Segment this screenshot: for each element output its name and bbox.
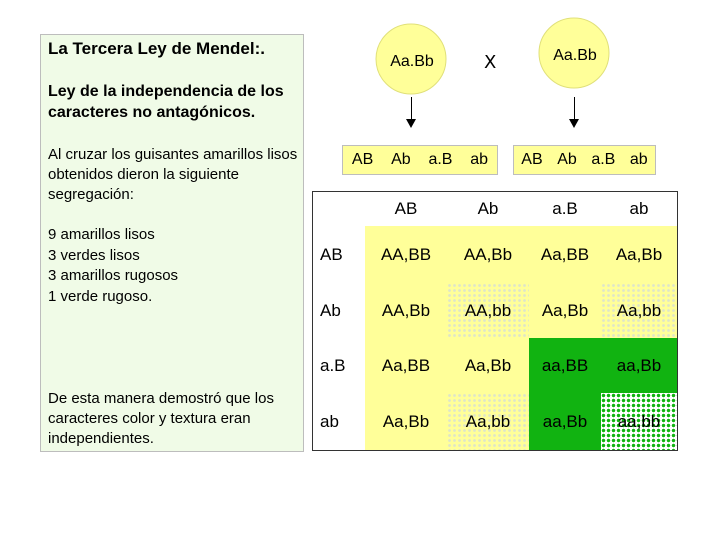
parent1-label: Aa.Bb (390, 53, 434, 70)
row-header: Ab (320, 300, 341, 320)
panel-paragraph: Al cruzar los guisantes amarillos lisos obtenidos dieron la siguiente segregación: (48, 146, 298, 203)
result-item: 3 amarillos rugosos (48, 267, 179, 284)
genotype-cell: Aa,BB (529, 226, 601, 283)
genotype-cell: Aa,bb (601, 283, 677, 338)
genotype-cell: Aa,Bb (529, 283, 601, 338)
gamete-label: ab (629, 151, 648, 168)
cross-symbol: X (484, 52, 497, 73)
genotype-cell: aa,Bb (529, 393, 601, 450)
gamete-label: a.B (428, 151, 453, 168)
genotype-cell: aa,BB (529, 338, 601, 393)
gamete-label: a.B (591, 151, 616, 168)
parent2-arrowhead (569, 119, 579, 128)
genotype-cell: AA,Bb (447, 226, 529, 283)
panel-title: La Tercera Ley de Mendel:. (48, 39, 265, 58)
gamete-label: ab (470, 151, 489, 168)
corner-cell (313, 192, 365, 226)
gamete-label: Ab (557, 151, 577, 168)
result-item: 9 amarillos lisos (48, 226, 155, 243)
gamete-label: Ab (391, 151, 411, 168)
row-header: AB (320, 244, 343, 264)
punnett-square (312, 191, 678, 451)
genotype-cell: aa,bb (601, 393, 677, 450)
gametes-left-box (342, 145, 498, 175)
genotype-cell: Aa,Bb (365, 393, 447, 450)
gametes-right-box (513, 145, 656, 175)
gamete-label: AB (521, 151, 543, 168)
genotype-cell: Aa,Bb (601, 226, 677, 283)
genotype-cell: Aa,bb (447, 393, 529, 450)
genotype-cell: AA,BB (365, 226, 447, 283)
parent1-arrowhead (406, 119, 416, 128)
panel-subtitle: Ley de la independencia de los caracteres no antagónicos. (48, 83, 284, 121)
genotype-cell: aa,Bb (601, 338, 677, 393)
parent2-label: Aa.Bb (553, 47, 597, 64)
gamete-label: AB (351, 151, 374, 168)
column-header: ab (629, 199, 649, 218)
genotype-cell: AA,Bb (365, 283, 447, 338)
result-item: 3 verdes lisos (48, 246, 140, 264)
column-header: Ab (477, 199, 499, 218)
panel-conclusion: De esta manera demostró que los caracteres color y textura eran independientes. (48, 390, 274, 447)
column-header: a.B (552, 199, 578, 218)
row-header: a.B (320, 355, 346, 375)
row-header: ab (320, 411, 339, 431)
genotype-cell: Aa,Bb (447, 338, 529, 393)
parent2-arrow-line (574, 97, 575, 119)
column-header: AB (394, 199, 418, 218)
genotype-cell: AA,bb (447, 283, 529, 338)
genotype-cell: Aa,BB (365, 338, 447, 393)
parent1-arrow-line (411, 97, 412, 119)
result-item: 1 verde rugoso. (48, 287, 153, 305)
